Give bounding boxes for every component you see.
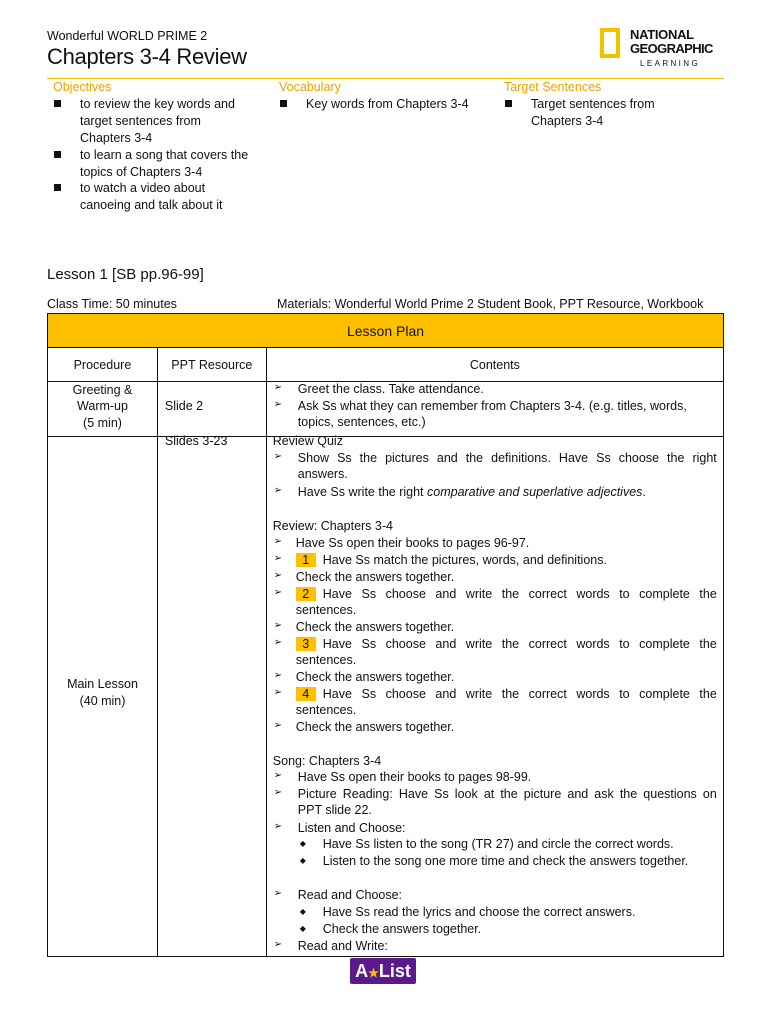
target-sentences-item: Target sentences from Chapters 3-4 [505, 96, 715, 130]
arrow-bullet-icon: ➢ [273, 637, 283, 648]
arrow-bullet-icon: ➢ [273, 720, 283, 731]
section-title: Song: Chapters 3-4 [272, 754, 382, 768]
section-title: Review Quiz [272, 434, 343, 448]
exercise-number-badge: 1 [296, 553, 316, 567]
arrow-bullet-icon: ➢ [273, 485, 283, 496]
diamond-bullet-icon: ◆ [299, 839, 306, 848]
lesson-plan-table [47, 313, 724, 957]
arrow-bullet-icon: ➢ [273, 399, 283, 410]
arrow-bullet-icon: ➢ [273, 587, 283, 598]
header-divider [47, 78, 724, 79]
contents-cell: ➢ Greet the class. Take attendance. ➢ Ask Ss what they can remember from Chapters 3-4. (e.g. titles, words, topics, sentences, etc.) [266, 382, 723, 437]
ppt-cell: Slide 2 [157, 382, 266, 437]
yellow-frame-icon [600, 28, 620, 58]
arrow-bullet-icon: ➢ [273, 536, 283, 547]
vocabulary-item: Key words from Chapters 3-4 [280, 96, 490, 114]
section-title: Review: Chapters 3-4 [272, 519, 393, 533]
exercise-number-badge: 2 [296, 587, 316, 601]
a-list-logo: A★List [350, 958, 416, 984]
column-ppt-resource: PPT Resource [157, 348, 266, 382]
national-geographic-logo: NATIONAL GEOGRAPHIC LEARNING [600, 27, 722, 71]
arrow-bullet-icon: ➢ [273, 382, 283, 393]
diamond-bullet-icon: ◆ [299, 856, 306, 865]
column-procedure: Procedure [48, 348, 158, 382]
arrow-bullet-icon: ➢ [273, 821, 283, 832]
objective-item: to review the key words and target sentences from Chapters 3-4 [54, 96, 274, 147]
objective-item: to learn a song that covers the topics of Chapters 3-4 [54, 147, 274, 181]
procedure-cell: Main Lesson (40 min) [48, 437, 158, 957]
arrow-bullet-icon: ➢ [273, 888, 283, 899]
arrow-bullet-icon: ➢ [273, 787, 283, 798]
contents-cell: Review Quiz ➢ Show Ss the pictures and the definitions. Have Ss choose the right answers. ➢ Have Ss write the right comparative and superlative adjectives. Review: Chapters 3-4 ➢ Have Ss open their books to pages 96-97. ➢ 1 Have Ss match the pictures, words, and definitions. ➢ Check the answers together. ➢ 2 Have Ss choose and write the correct words to complete the sentences. ➢ Check the answers together. ➢ 3 Have Ss choose and write the correct words to complete the sentences. ➢ Check the answers together. ➢ 4 Have Ss choose and write the correct words to complete the sentences. ➢ Check the answers together. Song: Chapters 3-4 ➢ Have Ss open their books to pages 98-99. ➢ Picture Reading: Have Ss look at the picture and ask the questions on PPT slide 22. ➢ Listen and Choose: ◆ Have Ss listen to the song (TR 27) and circle the correct words. ◆ Listen to the song one more time and check the answers together. ➢ Read and Choose: ◆ Have Ss read the lyrics and choose the correct answers. ◆ Check the answers together. ➢ Read and Write: [266, 437, 723, 957]
arrow-bullet-icon: ➢ [273, 939, 283, 950]
materials: Materials: Wonderful World Prime 2 Student Book, PPT Resource, Workbook [277, 297, 704, 311]
objectives-heading: Objectives [53, 80, 112, 94]
objective-item: to watch a video about canoeing and talk about it [54, 180, 274, 214]
lesson-plan-heading: Lesson Plan [48, 314, 724, 348]
arrow-bullet-icon: ➢ [273, 620, 283, 631]
arrow-bullet-icon: ➢ [273, 770, 283, 781]
arrow-bullet-icon: ➢ [273, 670, 283, 681]
exercise-number-badge: 4 [296, 687, 316, 701]
arrow-bullet-icon: ➢ [273, 553, 283, 564]
page-title: Chapters 3-4 Review [47, 44, 247, 69]
ppt-cell: Slides 3-23 [157, 437, 266, 957]
vocabulary-heading: Vocabulary [279, 80, 341, 94]
diamond-bullet-icon: ◆ [299, 924, 306, 933]
diamond-bullet-icon: ◆ [299, 907, 306, 916]
arrow-bullet-icon: ➢ [273, 687, 283, 698]
arrow-bullet-icon: ➢ [273, 451, 283, 462]
series-name: Wonderful WORLD PRIME 2 [47, 29, 208, 43]
procedure-cell: Greeting & Warm-up (5 min) [48, 382, 158, 437]
column-contents: Contents [266, 348, 723, 382]
class-time: Class Time: 50 minutes [47, 297, 177, 311]
lesson-title: Lesson 1 [SB pp.96-99] [47, 266, 204, 283]
exercise-number-badge: 3 [296, 637, 316, 651]
arrow-bullet-icon: ➢ [273, 570, 283, 581]
target-sentences-heading: Target Sentences [504, 80, 602, 94]
